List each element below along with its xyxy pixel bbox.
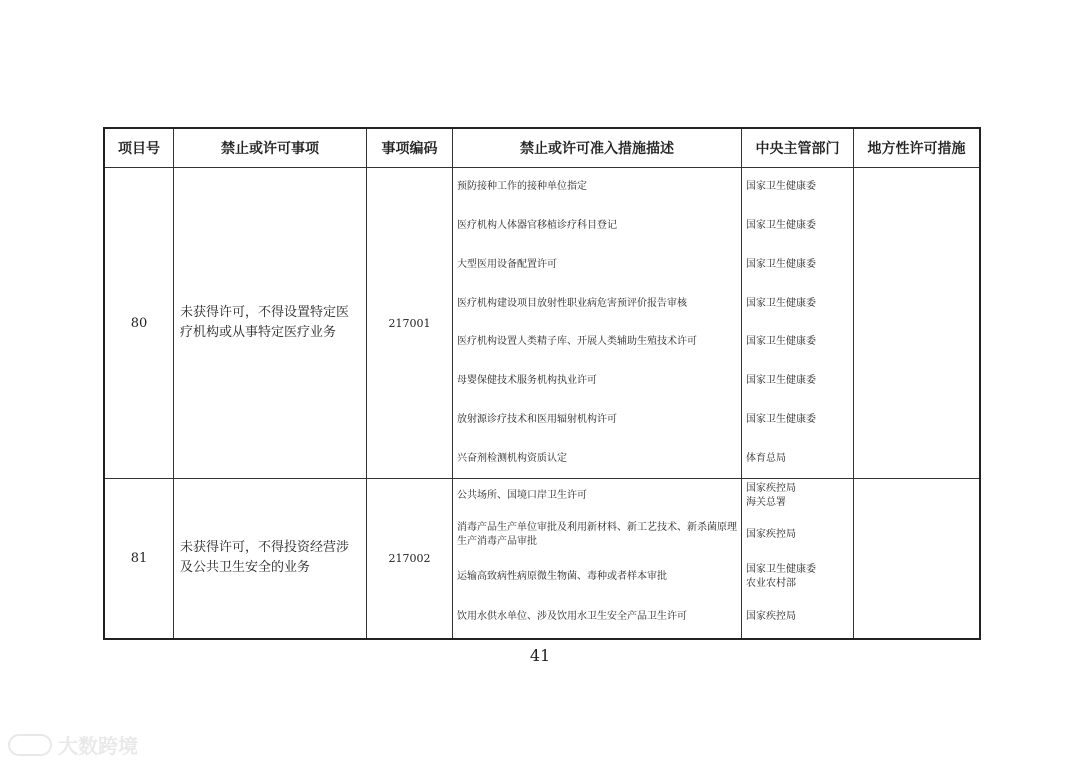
table-header-row (104, 128, 980, 168)
description-item: 消毒产品生产单位审批及利用新材料、新工艺技术、新杀菌原理生产消毒产品审批 (457, 522, 737, 547)
department-list (742, 168, 854, 479)
local-measures-cell (854, 168, 981, 479)
department-item: 国家卫生健康委 (746, 220, 816, 232)
department-item (742, 557, 853, 597)
item-no: 80 (104, 168, 174, 479)
page-number: 41 (529, 646, 551, 665)
department-item: 国家卫生健康委 (746, 375, 816, 387)
department-name: 海关总署 (746, 497, 786, 508)
description-item: 大型医用设备配置许可 (457, 258, 557, 270)
description-item: 预防接种工作的接种单位指定 (457, 181, 587, 193)
watermark-text: 大数跨境 (58, 734, 138, 758)
description-item: 饮用水供水单位、涉及饮用水卫生安全产品卫生许可 (457, 611, 687, 622)
department-item (742, 479, 853, 513)
header-department: 中央主管部门 (742, 128, 854, 168)
item-code: 217002 (367, 479, 453, 639)
description-item: 医疗机构人体器官移植诊疗科目登记 (457, 220, 617, 232)
header-local-measures: 地方性许可措施 (854, 128, 981, 168)
table-container (103, 127, 976, 640)
department-item: 国家卫生健康委 (746, 181, 816, 193)
header-item-no: 项目号 (104, 128, 174, 168)
department-name: 国家疾控局 (746, 483, 796, 494)
description-list (453, 168, 742, 479)
watermark-logo-icon (8, 734, 52, 756)
department-name: 农业农村部 (746, 578, 796, 589)
department-item: 体育总局 (746, 452, 786, 464)
description-item: 医疗机构设置人类精子库、开展人类辅助生殖技术许可 (457, 336, 697, 348)
header-description: 禁止或许可准入措施描述 (453, 128, 742, 168)
department-item: 国家卫生健康委 (746, 336, 816, 348)
description-item: 母婴保健技术服务机构执业许可 (457, 375, 597, 387)
description-item: 放射源诊疗技术和医用辐射机构许可 (457, 413, 617, 425)
department-item: 国家卫生健康委 (746, 413, 816, 425)
description-item: 医疗机构建设项目放射性职业病危害预评价报告审核 (457, 297, 687, 309)
item-matter: 未获得许可，不得投资经营涉及公共卫生安全的业务 (174, 479, 367, 639)
department-list (742, 479, 854, 639)
department-item: 国家疾控局 (746, 529, 796, 540)
item-no: 81 (104, 479, 174, 639)
table-row (104, 168, 980, 479)
header-code: 事项编码 (367, 128, 453, 168)
description-item: 兴奋剂检测机构资质认定 (457, 452, 567, 464)
description-list (453, 479, 742, 639)
item-code: 217001 (367, 168, 453, 479)
table-row (104, 479, 980, 639)
department-item: 国家卫生健康委 (746, 297, 816, 309)
department-item: 国家疾控局 (746, 611, 796, 622)
watermark (8, 730, 138, 759)
local-measures-cell (854, 479, 981, 639)
description-item: 公共场所、国境口岸卫生许可 (457, 490, 587, 501)
department-name: 国家卫生健康委 (746, 564, 816, 575)
permit-table (103, 127, 981, 640)
description-item: 运输高致病性病原微生物菌、毒种或者样本审批 (457, 571, 667, 582)
item-matter: 未获得许可，不得设置特定医疗机构或从事特定医疗业务 (174, 168, 367, 479)
header-matter: 禁止或许可事项 (174, 128, 367, 168)
department-item: 国家卫生健康委 (746, 258, 816, 270)
